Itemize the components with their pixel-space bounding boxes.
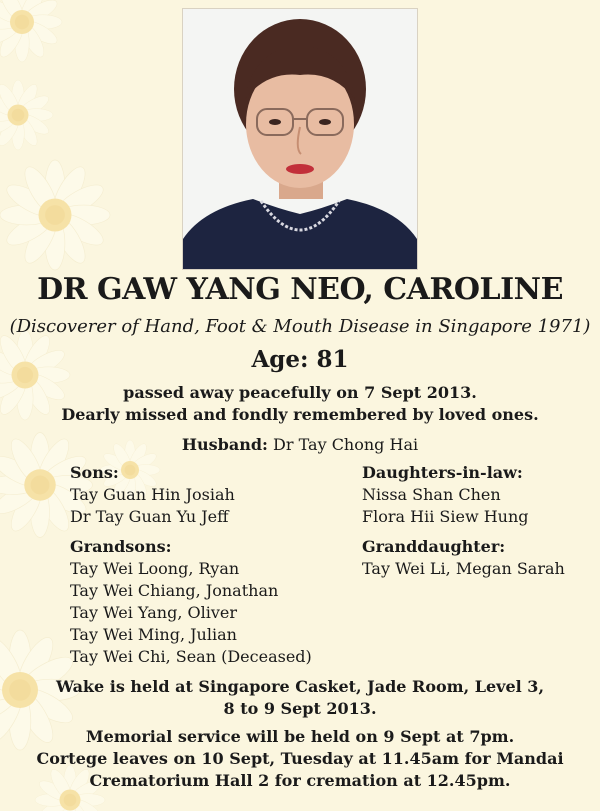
list-item: Tay Wei Chiang, Jonathan [70,581,279,600]
portrait-photo [182,8,418,270]
list-item: Tay Wei Chi, Sean (Deceased) [70,647,312,666]
daughters-in-law-list [362,462,529,528]
grandsons-heading: Grandsons: [70,537,172,556]
wake-dates-line: 8 to 9 Sept 2013. [223,699,377,718]
husband-name: Dr Tay Chong Hai [273,435,419,454]
passed-away-line: passed away peacefully on 7 Sept 2013. [123,383,477,402]
husband-line [0,434,600,456]
subtitle-discovery: (Discoverer of Hand, Foot & Mouth Disease in Singapore 1971) [9,316,591,337]
wake-line: Wake is held at Singapore Casket, Jade Room, Level 3, [55,677,545,696]
list-item: Nissa Shan Chen [362,485,501,504]
list-item: Dr Tay Guan Yu Jeff [70,507,229,526]
cortege-line: Cortege leaves on 10 Sept, Tuesday at 11.45am for Mandai [36,749,564,768]
sons-heading: Sons: [70,463,119,482]
remembered-line: Dearly missed and fondly remembered by loved ones. [61,405,539,424]
memorial-line: Memorial service will be held on 9 Sept at 7pm. [85,727,515,746]
list-item: Tay Wei Yang, Oliver [70,603,237,622]
grandsons-list [70,536,312,668]
granddaughter-list [362,536,565,580]
age-line: Age: 81 [251,346,349,373]
daughters-in-law-heading: Daughters-in-law: [362,463,523,482]
list-item: Tay Wei Loong, Ryan [70,559,240,578]
granddaughter-heading: Granddaughter: [362,537,506,556]
list-item: Tay Guan Hin Josiah [70,485,235,504]
cremation-line: Crematorium Hall 2 for cremation at 12.45pm. [89,771,511,790]
list-item: Flora Hii Siew Hung [362,507,529,526]
list-item: Tay Wei Li, Megan Sarah [362,559,565,578]
husband-label: Husband: [181,435,268,454]
deceased-name: DR GAW YANG NEO, CAROLINE [37,272,563,307]
sons-list [70,462,235,528]
list-item: Tay Wei Ming, Julian [70,625,237,644]
